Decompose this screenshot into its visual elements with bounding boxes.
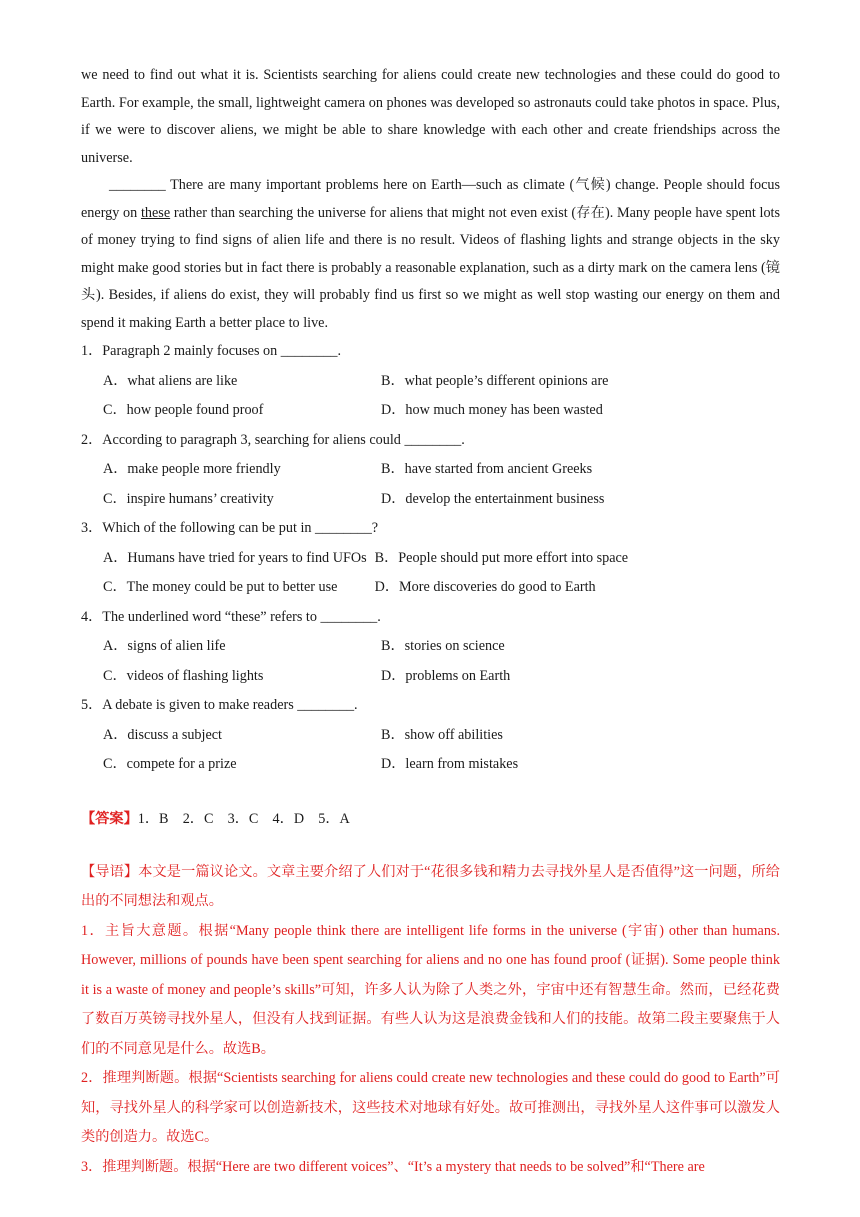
question-stem: 4．The underlined word “these” refers to ________. bbox=[81, 608, 381, 625]
option-d: D．how much money has been wasted bbox=[381, 402, 603, 418]
explanation-section bbox=[81, 858, 780, 1183]
option-b: B．have started from ancient Greeks bbox=[381, 461, 593, 477]
question-stem: 2．According to paragraph 3, searching for aliens could ________. bbox=[81, 431, 465, 448]
option-a: A．signs of alien life bbox=[103, 638, 226, 654]
answer-tag: 【答案】 bbox=[81, 810, 138, 827]
option-a: A．discuss a subject bbox=[103, 726, 223, 743]
option-a: A．make people more friendly bbox=[103, 461, 281, 477]
explanation-3: 3．推理判断题。根据“Here are two different voices”、“It’s a mystery that needs to be solved”和“There are bbox=[81, 1158, 705, 1175]
underlined-word-these: these bbox=[140, 204, 171, 221]
passage-paragraph-4 bbox=[81, 172, 780, 337]
paragraph-text-a: There are many important problems here on Earth—such as climate (气候) change. People should focus energy on bbox=[81, 177, 780, 221]
option-c: C．videos of flashing lights bbox=[103, 667, 264, 684]
question-4 bbox=[81, 603, 780, 692]
question-stem: 3．Which of the following can be put in ________? bbox=[81, 520, 379, 536]
option-d: D．learn from mistakes bbox=[381, 756, 519, 772]
paragraph-blank: ________ bbox=[109, 177, 166, 193]
option-c: C．how people found proof bbox=[103, 402, 264, 418]
answer-keys: 1．B 2．C 3．C 4．D 5．A bbox=[137, 810, 350, 827]
question-1 bbox=[81, 337, 780, 426]
explanation-1: 1．主旨大意题。根据“Many people think there are intelligent life forms in the universe (宇宙) other than humans. However, millions of pounds have been spent searching for aliens and no one has found proof (证据). Some people think it is a waste of money and people’s skills”可知，许多人认为除了人类之外，宇宙中还有智慧生命。然而，已经花费了数百万英镑寻找外星人，但没有人找到证据。有些人认为这是浪费金钱和人们的技能。故第二段主要聚焦于人们的不同意见是什么。故选B。 bbox=[81, 922, 780, 1057]
passage-paragraph-3: we need to find out what it is. Scientists searching for aliens could create new technologies and these could do good to Earth. For example, the small, lightweight camera on phones was developed so astronauts could take photos in space. Plus, if we were to discover aliens, we might be able to share knowledge with each other and create friendships across the universe. bbox=[81, 67, 780, 166]
option-d: D．problems on Earth bbox=[381, 667, 511, 684]
option-d: D．More discoveries do good to Earth bbox=[374, 579, 596, 595]
answer-line bbox=[81, 805, 780, 833]
option-d: D．develop the entertainment business bbox=[381, 490, 605, 507]
option-b: B．stories on science bbox=[381, 638, 505, 654]
option-b: B．what people’s different opinions are bbox=[381, 372, 609, 389]
document-page bbox=[81, 62, 780, 1182]
question-stem: 1．Paragraph 2 mainly focuses on ________. bbox=[81, 343, 342, 359]
option-a: A．what aliens are like bbox=[103, 372, 238, 389]
question-stem: 5．A debate is given to make readers ________. bbox=[81, 697, 358, 713]
paragraph-text-b: rather than searching the universe for aliens that might not even exist (存在). Many people have spent lots of money trying to find signs of alien life and there is no result. Videos of flashing lights and strange objects in the sky might make good stories but in fact there is probably a reasonable explanation, such as a dirty mark on the camera lens (镜头). Besides, if aliens do exist, they will probably find us first so we might as well stop wasting our energy on them and spend it making Earth a better place to live. bbox=[81, 204, 781, 331]
guide-intro: 【导语】本文是一篇议论文。文章主要介绍了人们对于“花很多钱和精力去寻找外星人是否值得”这一问题，所给出的不同想法和观点。 bbox=[81, 863, 780, 909]
question-5 bbox=[81, 691, 780, 780]
option-c: C．inspire humans’ creativity bbox=[103, 490, 274, 507]
question-2 bbox=[81, 426, 780, 515]
explanation-2: 2．推理判断题。根据“Scientists searching for aliens could create new technologies and these could do good to Earth”可知，寻找外星人的科学家可以创造新技术，这些技术对地球有好处。故可推测出，寻找外星人这件事可以激发人类的创造力。故选C。 bbox=[81, 1070, 780, 1145]
option-c: C．The money could be put to better use bbox=[103, 579, 338, 595]
option-a: A．Humans have tried for years to find UFOs bbox=[103, 549, 367, 566]
option-b: B．show off abilities bbox=[381, 726, 503, 743]
option-c: C．compete for a prize bbox=[103, 756, 237, 772]
question-3 bbox=[81, 514, 780, 603]
option-b: B．People should put more effort into space bbox=[374, 549, 629, 566]
